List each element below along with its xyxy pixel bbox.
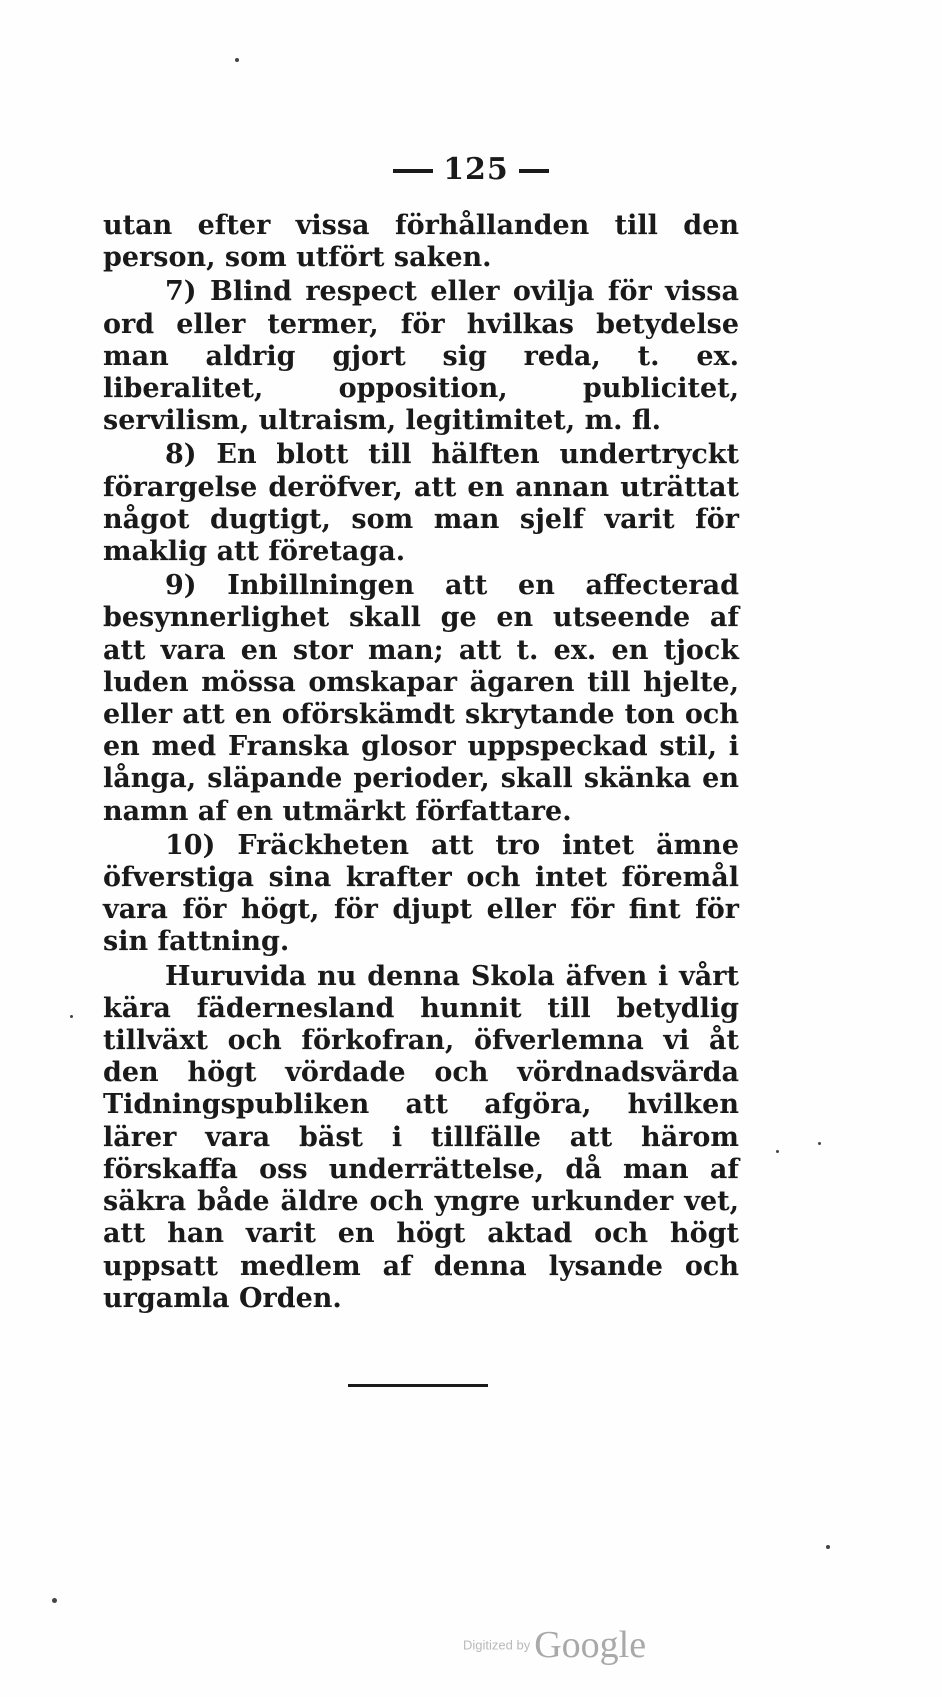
digitized-label: Digitized by: [463, 1637, 531, 1653]
paragraph-continuation: utan efter vissa förhållanden till den person, som utfört saken.: [103, 210, 739, 274]
print-speck: [235, 58, 239, 62]
print-speck: [776, 1150, 779, 1153]
paragraph-item-7: 7) Blind respect eller ovilja för vissa ord eller termer, för hvilkas betydelse man aldrig gjort sig reda, t. ex. liberalitet, opposition, publicitet, servilism, ultraism, legitimitet, m. fl.: [103, 276, 739, 437]
digitized-watermark: [463, 1623, 683, 1673]
header-ornament-right: [519, 169, 549, 173]
print-speck: [70, 1015, 73, 1018]
section-end-rule: [348, 1384, 488, 1387]
body-text: [103, 210, 739, 1317]
paragraph-item-8: 8) En blott till hälften undertryckt förargelse deröfver, att en annan uträttat något dugtigt, som man sjelf varit för maklig att företaga.: [103, 439, 739, 568]
header-ornament-left: [393, 169, 433, 173]
paragraph-item-10: 10) Fräckheten att tro intet ämne öfverstiga sina krafter och intet föremål vara för högt, för djupt eller för fint för sin fattning.: [103, 829, 739, 958]
google-logo: Google: [534, 1624, 647, 1666]
paragraph-closing: Huruvida nu denna Skola äfven i vårt kära fädernesland hunnit till betydlig tillväxt och förkofran, öfverlemna vi åt den högt vördade och vördnadsvärda Tidningspubliken att afgöra, hvilken lärer vara bäst i tillfälle att härom förskaffa oss underrättelse, då man af säkra både äldre och yngre urkunder vet, att han varit en högt aktad och högt uppsatt medlem af denna lysande och urgamla Orden.: [103, 960, 739, 1314]
page-number: 125: [443, 152, 509, 187]
paragraph-item-9: 9) Inbillningen att en affecterad besynnerlighet skall ge en utseende af att vara en stor man; att t. ex. en tjock luden mössa omskapar ägaren till hjelte, eller att en oförskämdt skrytande ton och en med Franska glosor uppspeckad stil, i långa, släpande perioder, skall skänka en namn af en utmärkt författare.: [103, 570, 739, 827]
print-speck: [826, 1545, 830, 1549]
print-speck: [52, 1598, 57, 1603]
print-speck: [818, 1142, 821, 1145]
page-header: [0, 152, 942, 187]
